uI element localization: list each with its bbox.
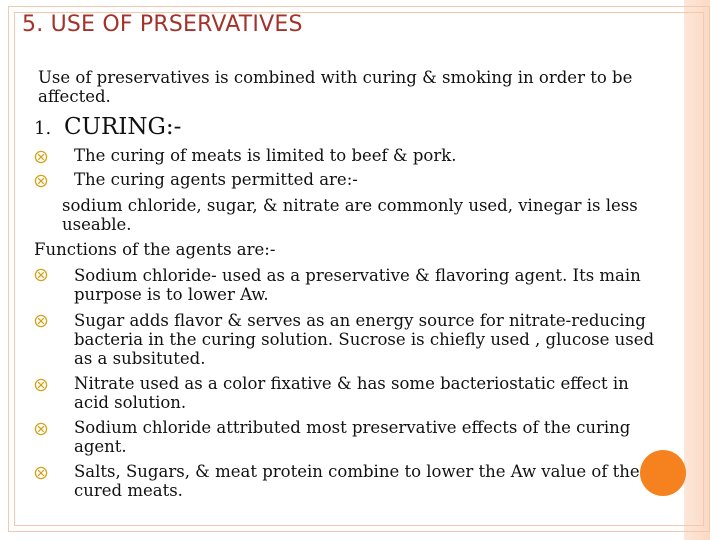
bullet-item: The curing agents permitted are:-	[74, 170, 358, 189]
section-title: CURING:-	[64, 114, 182, 140]
circled-x-bullet-icon	[34, 314, 48, 328]
function-item: Sodium chloride attributed most preservative effects of the curing agent.	[74, 418, 631, 456]
intro-text: Use of preservatives is combined with curing & smoking in order to be affected.	[38, 68, 633, 106]
circled-x-bullet-icon	[34, 268, 48, 282]
function-item: Nitrate used as a color fixative & has some bacteriostatic effect in acid solution.	[74, 374, 629, 412]
agents-text: sodium chloride, sugar, & nitrate are commonly used, vinegar is less useable.	[62, 196, 638, 234]
circled-x-bullet-icon	[34, 378, 48, 392]
circled-x-bullet-icon	[34, 422, 48, 436]
circled-x-bullet-icon	[34, 466, 48, 480]
function-item: Salts, Sugars, & meat protein combine to lower the Aw value of the cured meats.	[74, 462, 640, 500]
section-heading	[34, 114, 181, 140]
bullet-item: The curing of meats is limited to beef & pork.	[74, 146, 457, 165]
section-number: 1.	[34, 118, 52, 139]
function-item: Sodium chloride- used as a preservative & flavoring agent. Its main purpose is to lower Aw.	[74, 266, 641, 304]
circled-x-bullet-icon	[34, 174, 48, 188]
slide-title: 5. USE OF PRSERVATIVES	[22, 12, 303, 37]
circled-x-bullet-icon	[34, 150, 48, 164]
function-item: Sugar adds flavor & serves as an energy source for nitrate-reducing bacteria in the curing solution. Sucrose is chiefly used , glucose used as a subsituted.	[74, 311, 655, 368]
functions-heading: Functions of the agents are:-	[34, 240, 276, 259]
